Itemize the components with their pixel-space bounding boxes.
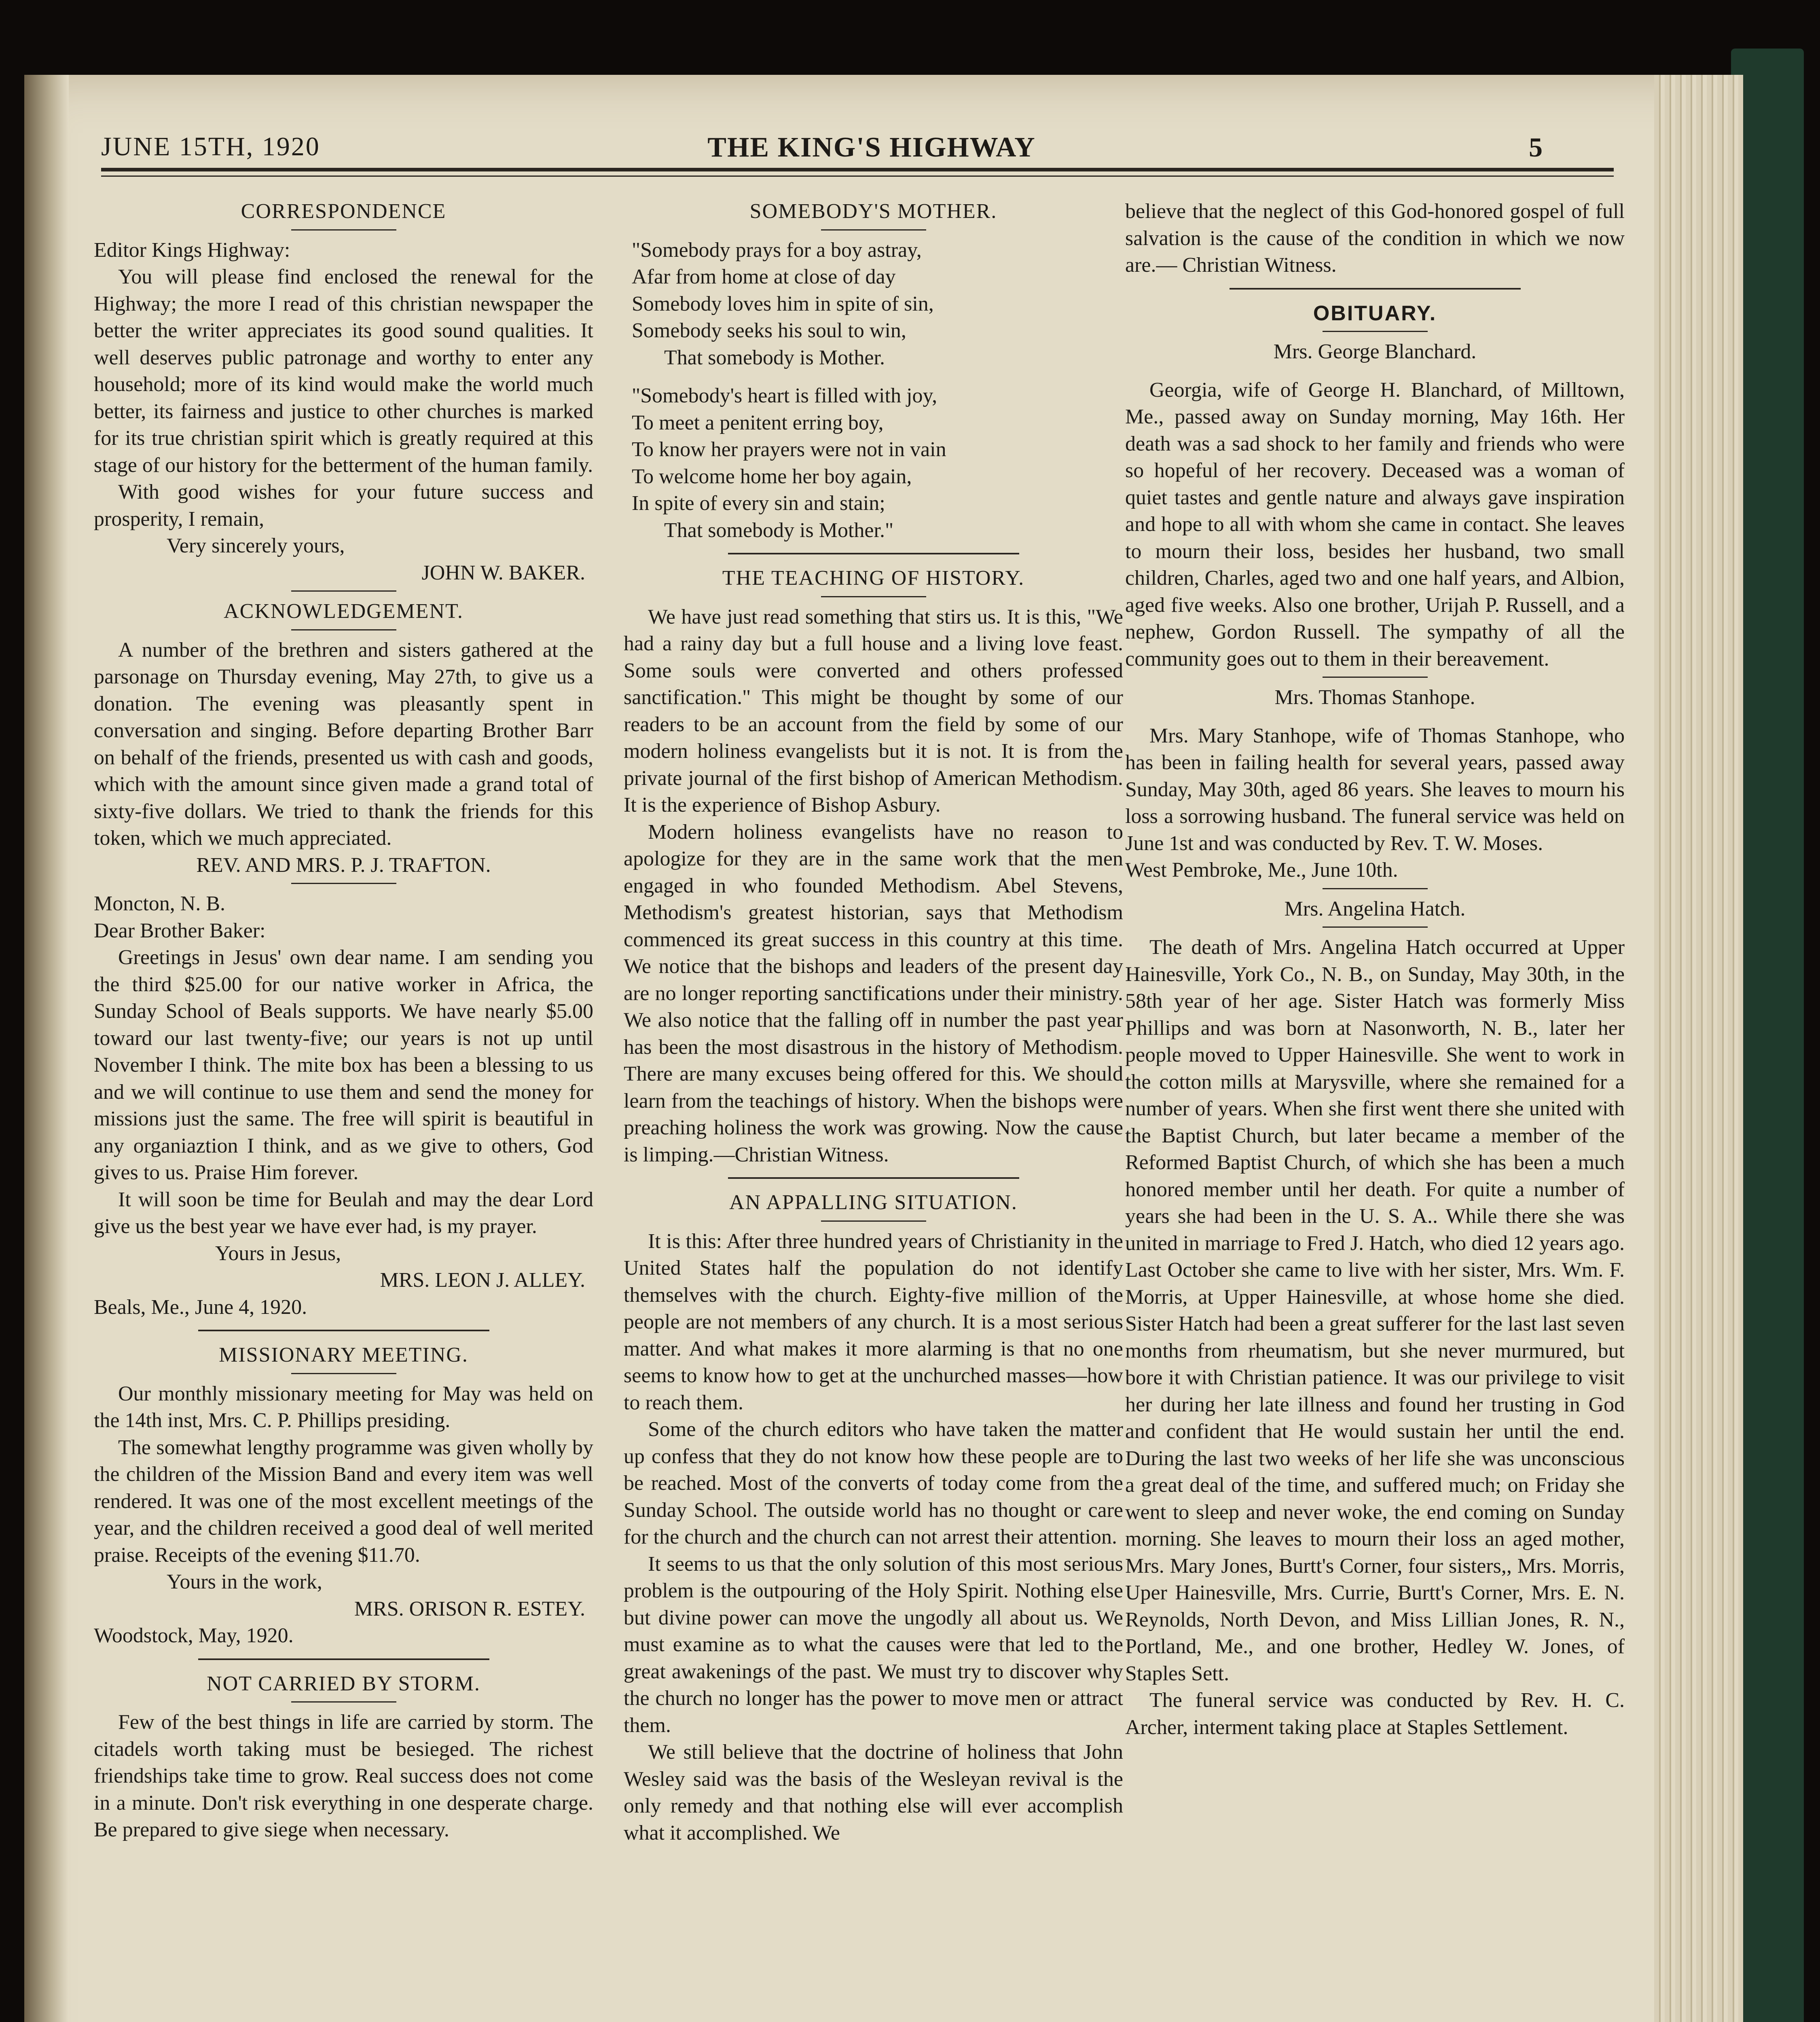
obituary-name-stanhope: Mrs. Thomas Stanhope. [1274,686,1475,709]
acknowledgement-signature: REV. AND MRS. P. J. TRAFTON. [196,853,491,877]
column-right [1125,198,1625,2022]
short-rule [291,229,396,231]
binding-gutter [24,75,69,2022]
header-rule-thick [101,168,1614,171]
obituary-dateline-stanhope: West Pembroke, Me., June 10th. [1125,859,1398,882]
history-body: We have just read something that stirs us. It is this, "We had a rainy day but a full house and a living love feast. Some souls were converted and others professed sanctification." This might be thought by some of our readers to be an account from the field by some of our modern holiness evangelists but it is not. It is from the private journal of the first bishop of American Methodism. It is the experience of Bishop Asbury. [624,605,1123,816]
continued-text: believe that the neglect of this God-honored gospel of full salvation is the cause of the condition in which we now are.— Christian Witness. [1125,200,1625,277]
situation-body-2: Some of the church editors who have taken the matter up confess that they do not know how these people are to be reached. Most of the converts of today come from the Sunday School. The outside world has no thought or care for the church and the church can not arrest their attention. [624,1418,1123,1548]
page-edges [1654,75,1743,2022]
obituary-name-hatch: Mrs. Angelina Hatch. [1284,897,1466,920]
correspondence-signoff: Very sincerely yours, [167,534,345,557]
section-rule [198,1658,489,1660]
short-rule [821,596,926,597]
obituary-funeral-hatch: The funeral service was conducted by Rev. H. C. Archer, interment taking place at Staples Settlement. [1125,1689,1625,1739]
missionary-signoff: Yours in the work, [167,1570,322,1593]
letter-body-2: It will soon be time for Beulah and may the dear Lord give us the best year we have ever had, is my prayer. [94,1188,593,1238]
obituary-heading: OBITUARY. [1313,301,1437,325]
poem-stanza-2 [624,383,1123,544]
poem-line: Somebody seeks his soul to win, [632,319,906,342]
issue-date: JUNE 15TH, 1920 [101,132,320,161]
short-rule [291,883,396,884]
situation-body-4: We still believe that the doctrine of holiness that John Wesley said was the basis of the Wesleyan revival is the only remedy and that nothing else will ever accomplish what it accomplished. We [624,1741,1123,1844]
missionary-heading: MISSIONARY MEETING. [219,1343,468,1366]
short-rule [1323,331,1428,332]
masthead-title: THE KING'S HIGHWAY [707,132,1036,163]
column-middle [624,198,1123,2022]
short-rule [291,590,396,592]
letter-body: Greetings in Jesus' own dear name. I am sending you the third $25.00 for our native worker in Africa, the Sunday School of Beals supports. We have nearly $5.00 toward our last twenty-five; our years is not up until November I think. The mite box has been a blessing to us and we will continue to use them and send the money for missions just the same. The free will spirit is beautiful in any organiaztion I think, and as we give to others, God gives to us. Praise Him forever. [94,946,593,1184]
section-rule [198,1330,489,1331]
header-rule-thin [101,176,1614,177]
acknowledgement-heading: ACKNOWLEDGEMENT. [224,600,463,623]
section-rule [728,553,1019,554]
short-rule [1323,888,1428,889]
poem-line: To know her prayers were not in vain [632,438,946,461]
history-body-2: Modern holiness evangelists have no reason to apologize for they are in the same work that the men engaged in who founded Methodism. Abel Stevens, Methodism's greatest historian, says that Methodism commenced its great success in this country at this time. We notice that the bishops and leaders of the present day are no longer reporting sanctifications under their ministry. We also notice that the falling off in number the past year has been the most disastrous in the history of Methodism. There are many excuses being offered for this. We should learn from the teachings of history. When the bishops were preaching holiness the work was growing. Now the cause is limping.—Christian Witness. [624,820,1123,1166]
missionary-dateline: Woodstock, May, 1920. [94,1624,294,1647]
short-rule [821,1220,926,1222]
short-rule [1323,677,1428,678]
correspondence-body: You will please find enclosed the renewal for the Highway; the more I read of this christian newspaper the better the writer appreciates its good sound qualities. It well deserves public patronage and worthy to enter any household; more of its kind would make the world much better, its fairness and justice to other churches is marked for its true christian spirit which is greatly required at this stage of our history for the betterment of the human family. [94,265,593,477]
correspondence-closing: With good wishes for your future success and prosperity, I remain, [94,480,593,531]
storm-body: Few of the best things in life are carried by storm. The citadels worth taking must be besieged. The richest friendships take time to grow. Real success does not come in a minute. Don't risk everything in one desperate charge. Be prepared to give siege when necessary. [94,1711,593,1841]
short-rule [821,229,926,231]
missionary-signature: MRS. ORISON R. ESTEY. [354,1597,585,1620]
letter-signoff: Yours in Jesus, [215,1242,341,1265]
poem-line: To meet a penitent erring boy, [632,411,884,434]
short-rule [291,1373,396,1374]
poem-line: "Somebody's heart is filled with joy, [632,384,938,407]
letter-dateline: Beals, Me., June 4, 1920. [94,1295,307,1319]
obituary-body-stanhope: Mrs. Mary Stanhope, wife of Thomas Stanhope, who has been in failing health for several years, passed away Sunday, May 30th, aged 86 years. She leaves to mourn his loss a sorrowing husband. The funeral service was held on June 1st and was conducted by Rev. T. W. Moses. [1125,724,1625,855]
correspondence-signature: JOHN W. BAKER. [421,561,585,584]
page-number: 5 [1529,132,1543,163]
poem-line: Afar from home at close of day [632,265,896,288]
obituary-body-blanchard: Georgia, wife of George H. Blanchard, of Milltown, Me., passed away on Sunday morning, May 16th. Her death was a sad shock to her family and friends who were so hopeful of her recovery. Deceased was a woman of quiet tastes and gentle nature and always gave inspiration and hope to all with whom she came in contact. She leaves to mourn their loss, besides her husband, two small children, Charles, aged two and one half years, and Albion, aged five weeks. Also one brother, Urijah P. Russell, and a nephew, Gordon Russell. The sympathy of all the community goes out to them in their bereavement. [1125,378,1625,670]
column-left [94,198,593,2022]
poem-line: To welcome home her boy again, [632,465,912,488]
section-rule [1230,288,1521,290]
section-rule [728,1177,1019,1179]
poem-line: That somebody is Mother." [664,518,894,542]
poem-line: "Somebody prays for a boy astray, [632,238,922,262]
letter-place: Moncton, N. B. [94,892,225,915]
poem-heading: SOMEBODY'S MOTHER. [749,200,997,223]
history-heading: THE TEACHING OF HISTORY. [722,567,1025,590]
letter-signature: MRS. LEON J. ALLEY. [380,1269,585,1292]
short-rule [1323,926,1428,928]
acknowledgement-body: A number of the brethren and sisters gathered at the parsonage on Thursday evening, May 27th, to give us a donation. The evening was pleasantly spent in conversation and singing. Before departing Brother Barr on behalf of the friends, presented us with cash and goods, which with the amount since given made a grand total of sixty-five dollars. We tried to thank the friends for this token, which we much appreciated. [94,638,593,850]
short-rule [291,1701,396,1703]
situation-heading: AN APPALLING SITUATION. [729,1191,1018,1214]
poem-stanza-1 [624,237,1123,372]
short-rule [291,629,396,630]
poem-line: In spite of every sin and stain; [632,492,885,515]
missionary-body-2: The somewhat lengthy programme was given wholly by the children of the Mission Band and every item was well rendered. It was one of the most excellent meetings of the year, and the children received a good deal of well merited praise. Receipts of the evening $11.70. [94,1436,593,1567]
storm-heading: NOT CARRIED BY STORM. [207,1672,480,1695]
letter-salutation: Dear Brother Baker: [94,919,266,942]
poem-line: That somebody is Mother. [664,346,885,369]
obituary-body-hatch: The death of Mrs. Angelina Hatch occurred at Upper Hainesville, York Co., N. B., on Sunday, May 30th, in the 58th year of her age. Sister Hatch was formerly Miss Phillips and was born at Nasonworth, N. B., later her people moved to Upper Hainesville. She went to work in the cotton mills at Marysville, where she remained for a number of years. When she first went there she united with the Baptist Church, but later became a member of the Reformed Baptist Church, of which she has been a much honored member until her death. For quite a number of years she had been in the U. S. A.. While there she was united in marriage to Fred J. Hatch, who died 12 years ago. Last October she came to live with her sister, Mrs. Wm. F. Morris, at Upper Hainesville, at whose home she died. Sister Hatch had been a great sufferer for the last last seven months from rheumatism, but she never murmured, but bore it with Christian patience. It was our privilege to visit her during her late illness and found her trusting in God and confident that He would sustain her until the end. During the last two weeks of her life she was unconscious a great deal of the time, and suffered much; on Friday she went to sleep and never woke, the end coming on Sunday morning. She leaves to mourn their loss an aged mother, Mrs. Mary Jones, Burtt's Corner, four sisters,, Mrs. Morris, Uper Hainesville, Mrs. Currie, Burtt's Corner, Mrs. E. N. Reynolds, North Devon, and Miss Lillian Jones, R. N., Portland, Me., and one brother, Hedley W. Jones, of Staples Sett. [1125,936,1625,1685]
situation-body-3: It seems to us that the only solution of this most serious problem is the outpouring of the Holy Spirit. Nothing else but divine power can move the ungodly all about us. We must examine as to what the causes were that led to the great awakenings of the past. We must try to discover why the church no longer has the power to move men or attract them. [624,1552,1123,1737]
correspondence-salutation: Editor Kings Highway: [94,238,290,262]
correspondence-heading: CORRESPONDENCE [241,200,447,223]
poem-line: Somebody loves him in spite of sin, [632,292,934,315]
missionary-body: Our monthly missionary meeting for May was held on the 14th inst, Mrs. C. P. Phillips presiding. [94,1382,593,1432]
obituary-name-blanchard: Mrs. George Blanchard. [1273,340,1477,363]
situation-body: It is this: After three hundred years of Christianity in the United States half the population do not identify themselves with the church. Eighty-five million of the people are not members of any church. It is a most serious matter. And what makes it more alarming is that no one seems to know how to get at the unchurched masses—how to reach them. [624,1229,1123,1414]
